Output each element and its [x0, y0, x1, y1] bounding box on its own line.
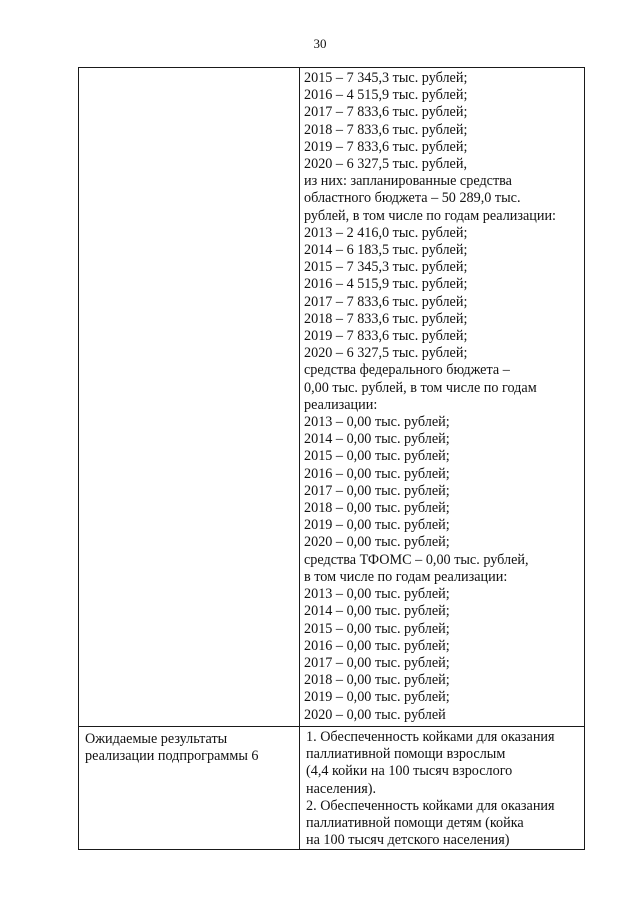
funding-line: в том числе по годам реализации:	[304, 568, 508, 585]
funding-line: 2016 – 4 515,9 тыс. рублей;	[304, 87, 468, 104]
expected-result-line: 1. Обеспеченность койками для оказания	[306, 729, 555, 745]
funding-line: 2019 – 0,00 тыс. рублей;	[304, 689, 450, 706]
funding-label-cell	[79, 68, 300, 727]
funding-line: 2015 – 0,00 тыс. рублей;	[304, 448, 450, 465]
expected-result-line: на 100 тысяч детского населения)	[306, 832, 510, 849]
funding-line: 2019 – 7 833,6 тыс. рублей;	[304, 138, 468, 155]
funding-line: 2017 – 7 833,6 тыс. рублей;	[304, 104, 468, 121]
expected-results-value-cell	[300, 727, 585, 850]
funding-line: 2015 – 7 345,3 тыс. рублей;	[304, 70, 468, 86]
funding-line: 2015 – 0,00 тыс. рублей;	[304, 620, 450, 637]
funding-line: 2018 – 0,00 тыс. рублей;	[304, 500, 450, 517]
funding-line: 2020 – 6 327,5 тыс. рублей,	[304, 156, 467, 173]
funding-line: 2016 – 0,00 тыс. рублей;	[304, 465, 450, 482]
funding-line: областного бюджета – 50 289,0 тыс.	[304, 190, 521, 207]
funding-line: средства ТФОМС – 0,00 тыс. рублей,	[304, 551, 529, 568]
funding-line: 2020 – 0,00 тыс. рублей	[304, 706, 446, 723]
funding-line: 2013 – 0,00 тыс. рублей;	[304, 586, 450, 603]
funding-line: 2013 – 0,00 тыс. рублей;	[304, 414, 450, 431]
funding-line: 2014 – 0,00 тыс. рублей;	[304, 603, 450, 620]
expected-results-label-cell	[79, 727, 300, 850]
funding-line: 2018 – 0,00 тыс. рублей;	[304, 672, 450, 689]
funding-line: 2017 – 0,00 тыс. рублей;	[304, 654, 450, 671]
expected-result-line: (4,4 койки на 100 тысяч взрослого	[306, 763, 513, 780]
funding-line: 0,00 тыс. рублей, в том числе по годам	[304, 379, 537, 396]
expected-result-line: паллиативной помощи детям (койка	[306, 815, 524, 832]
subprogram-passport-table	[78, 67, 585, 850]
funding-line: 2016 – 0,00 тыс. рублей;	[304, 637, 450, 654]
expected-result-line: 2. Обеспеченность койками для оказания	[306, 797, 555, 814]
funding-line: рублей, в том числе по годам реализации:	[304, 207, 556, 224]
funding-line: 2020 – 0,00 тыс. рублей;	[304, 534, 450, 551]
funding-line: реализации:	[304, 396, 378, 413]
expected-results-label: реализации подпрограммы 6	[85, 748, 259, 765]
funding-line: 2015 – 7 345,3 тыс. рублей;	[304, 259, 468, 276]
expected-result-line: паллиативной помощи взрослым	[306, 746, 506, 763]
funding-line: 2014 – 0,00 тыс. рублей;	[304, 431, 450, 448]
funding-row	[79, 68, 585, 727]
funding-line: 2014 – 6 183,5 тыс. рублей;	[304, 242, 468, 259]
expected-results-row	[79, 727, 585, 850]
funding-line: 2013 – 2 416,0 тыс. рублей;	[304, 224, 468, 241]
funding-line: 2017 – 0,00 тыс. рублей;	[304, 482, 450, 499]
funding-line: 2018 – 7 833,6 тыс. рублей;	[304, 121, 468, 138]
funding-line: 2020 – 6 327,5 тыс. рублей;	[304, 345, 468, 362]
expected-results-label: Ожидаемые результаты	[85, 731, 228, 747]
funding-line: 2017 – 7 833,6 тыс. рублей;	[304, 293, 468, 310]
funding-line: средства федерального бюджета –	[304, 362, 510, 379]
expected-result-line: населения).	[306, 780, 377, 797]
funding-line: 2019 – 7 833,6 тыс. рублей;	[304, 328, 468, 345]
funding-line: 2018 – 7 833,6 тыс. рублей;	[304, 310, 468, 327]
funding-value-cell	[300, 68, 585, 727]
page-number: 30	[313, 36, 327, 51]
funding-line: 2019 – 0,00 тыс. рублей;	[304, 517, 450, 534]
funding-line: из них: запланированные средства	[304, 173, 512, 190]
funding-line: 2016 – 4 515,9 тыс. рублей;	[304, 276, 468, 293]
